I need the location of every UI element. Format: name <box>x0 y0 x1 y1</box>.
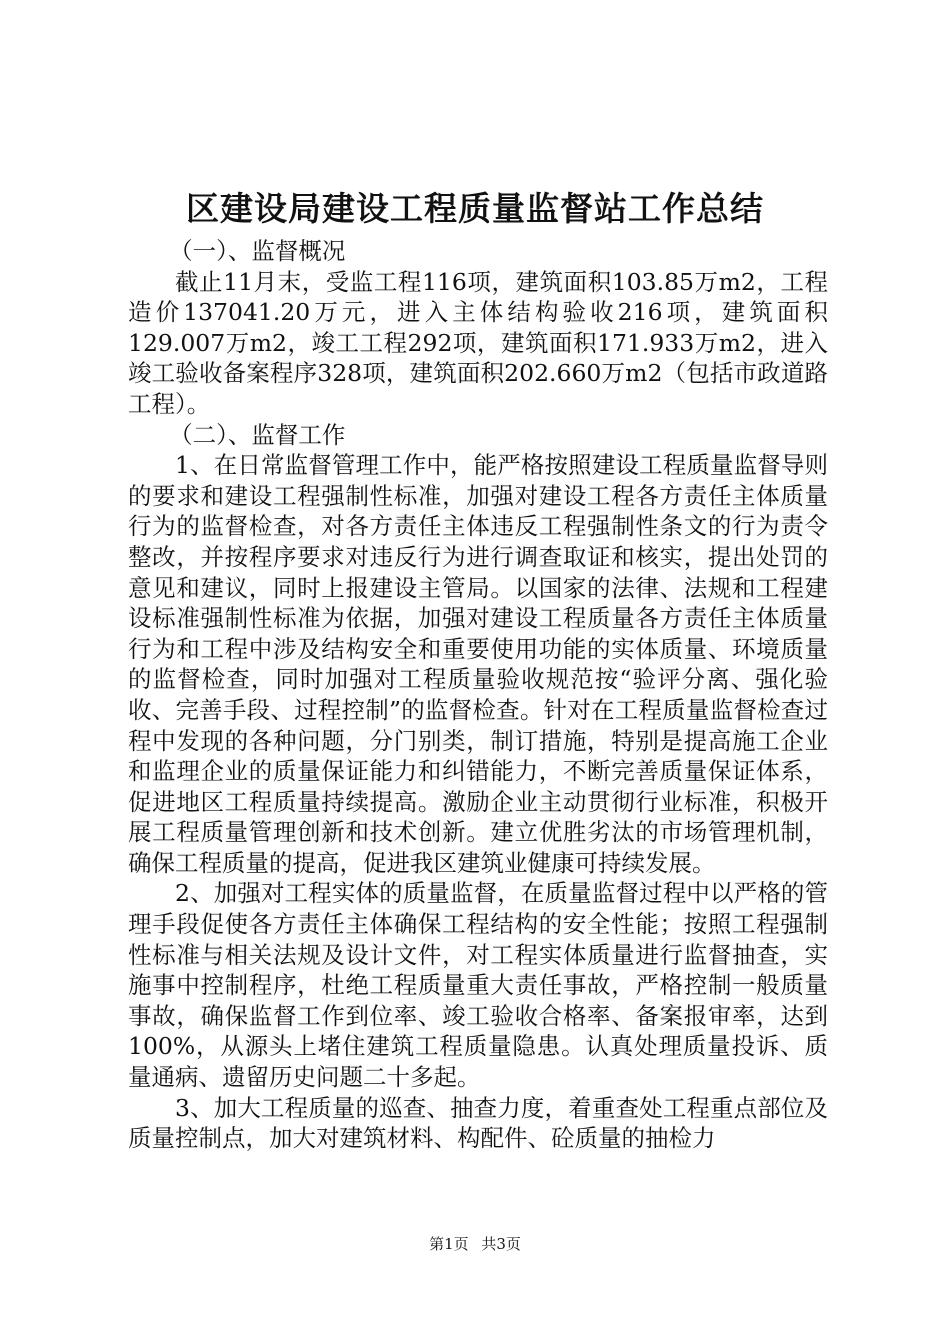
paragraph: 截止11月末，受监工程116项，建筑面积103.85万m2，工程造价137041.20万元，进入主体结构验收216项，建筑面积129.007万m2，竣工工程292项，建筑面积171.933万m2，进入竣工验收备案程序328项，建筑面积202.660万m2（包括市政道路工程）。 <box>128 267 828 418</box>
document-body <box>128 236 828 1154</box>
paragraph: 3、加大工程质量的巡查、抽查力度，着重查处工程重点部位及质量控制点，加大对建筑材料、构配件、砼质量的抽检力 <box>128 1093 828 1153</box>
page-footer <box>0 1234 950 1254</box>
page-total: 共3页 <box>481 1235 521 1253</box>
section-heading: （二）、监督工作 <box>169 420 346 449</box>
document-title: 区建设局建设工程质量监督站工作总结 <box>186 189 764 228</box>
section-heading: （一）、监督概况 <box>169 237 346 265</box>
paragraph: 1、在日常监督管理工作中，能严格按照建设工程质量监督导则的要求和建设工程强制性标准，加强对建设工程各方责任主体质量行为的监督检查，对各方责任主体违反工程强制性条文的行为责令整改，并按程序要求对违反行为进行调查取证和核实，提出处罚的意见和建议，同时上报建设主管局。以国家的法律、法规和工程建设标准强制性标准为依据，加强对建设工程质量各方责任主体质量行为和工程中涉及结构安全和重要使用功能的实体质量、环境质量的监督检查，同时加强对工程质量验收规范按“验评分离、强化验收、完善手段、过程控制”的监督检查。针对在工程质量监督检查过程中发现的各种问题，分门别类，制订措施，特别是提高施工企业和监理企业的质量保证能力和纠错能力，不断完善质量保证体系，促进地区工程质量持续提高。激励企业主动贯彻行业标准，积极开展工程质量管理创新和技术创新。建立优胜劣汰的市场管理机制，确保工程质量的提高，促进我区建筑业健康可持续发展。 <box>128 451 828 877</box>
paragraph: 2、加强对工程实体的质量监督，在质量监督过程中以严格的管理手段促使各方责任主体确保工程结构的安全性能；按照工程强制性标准与相关法规及设计文件，对工程实体质量进行监督抽查，实施事中控制程序，杜绝工程质量重大责任事故，严格控制一般质量事故，确保监督工作到位率、竣工验收合格率、备案报审率，达到100%，从源头上堵住建筑工程质量隐患。认真处理质量投诉、质量通病、遗留历史问题二十多起。 <box>128 879 828 1092</box>
page-number: 第1页 <box>429 1235 469 1253</box>
